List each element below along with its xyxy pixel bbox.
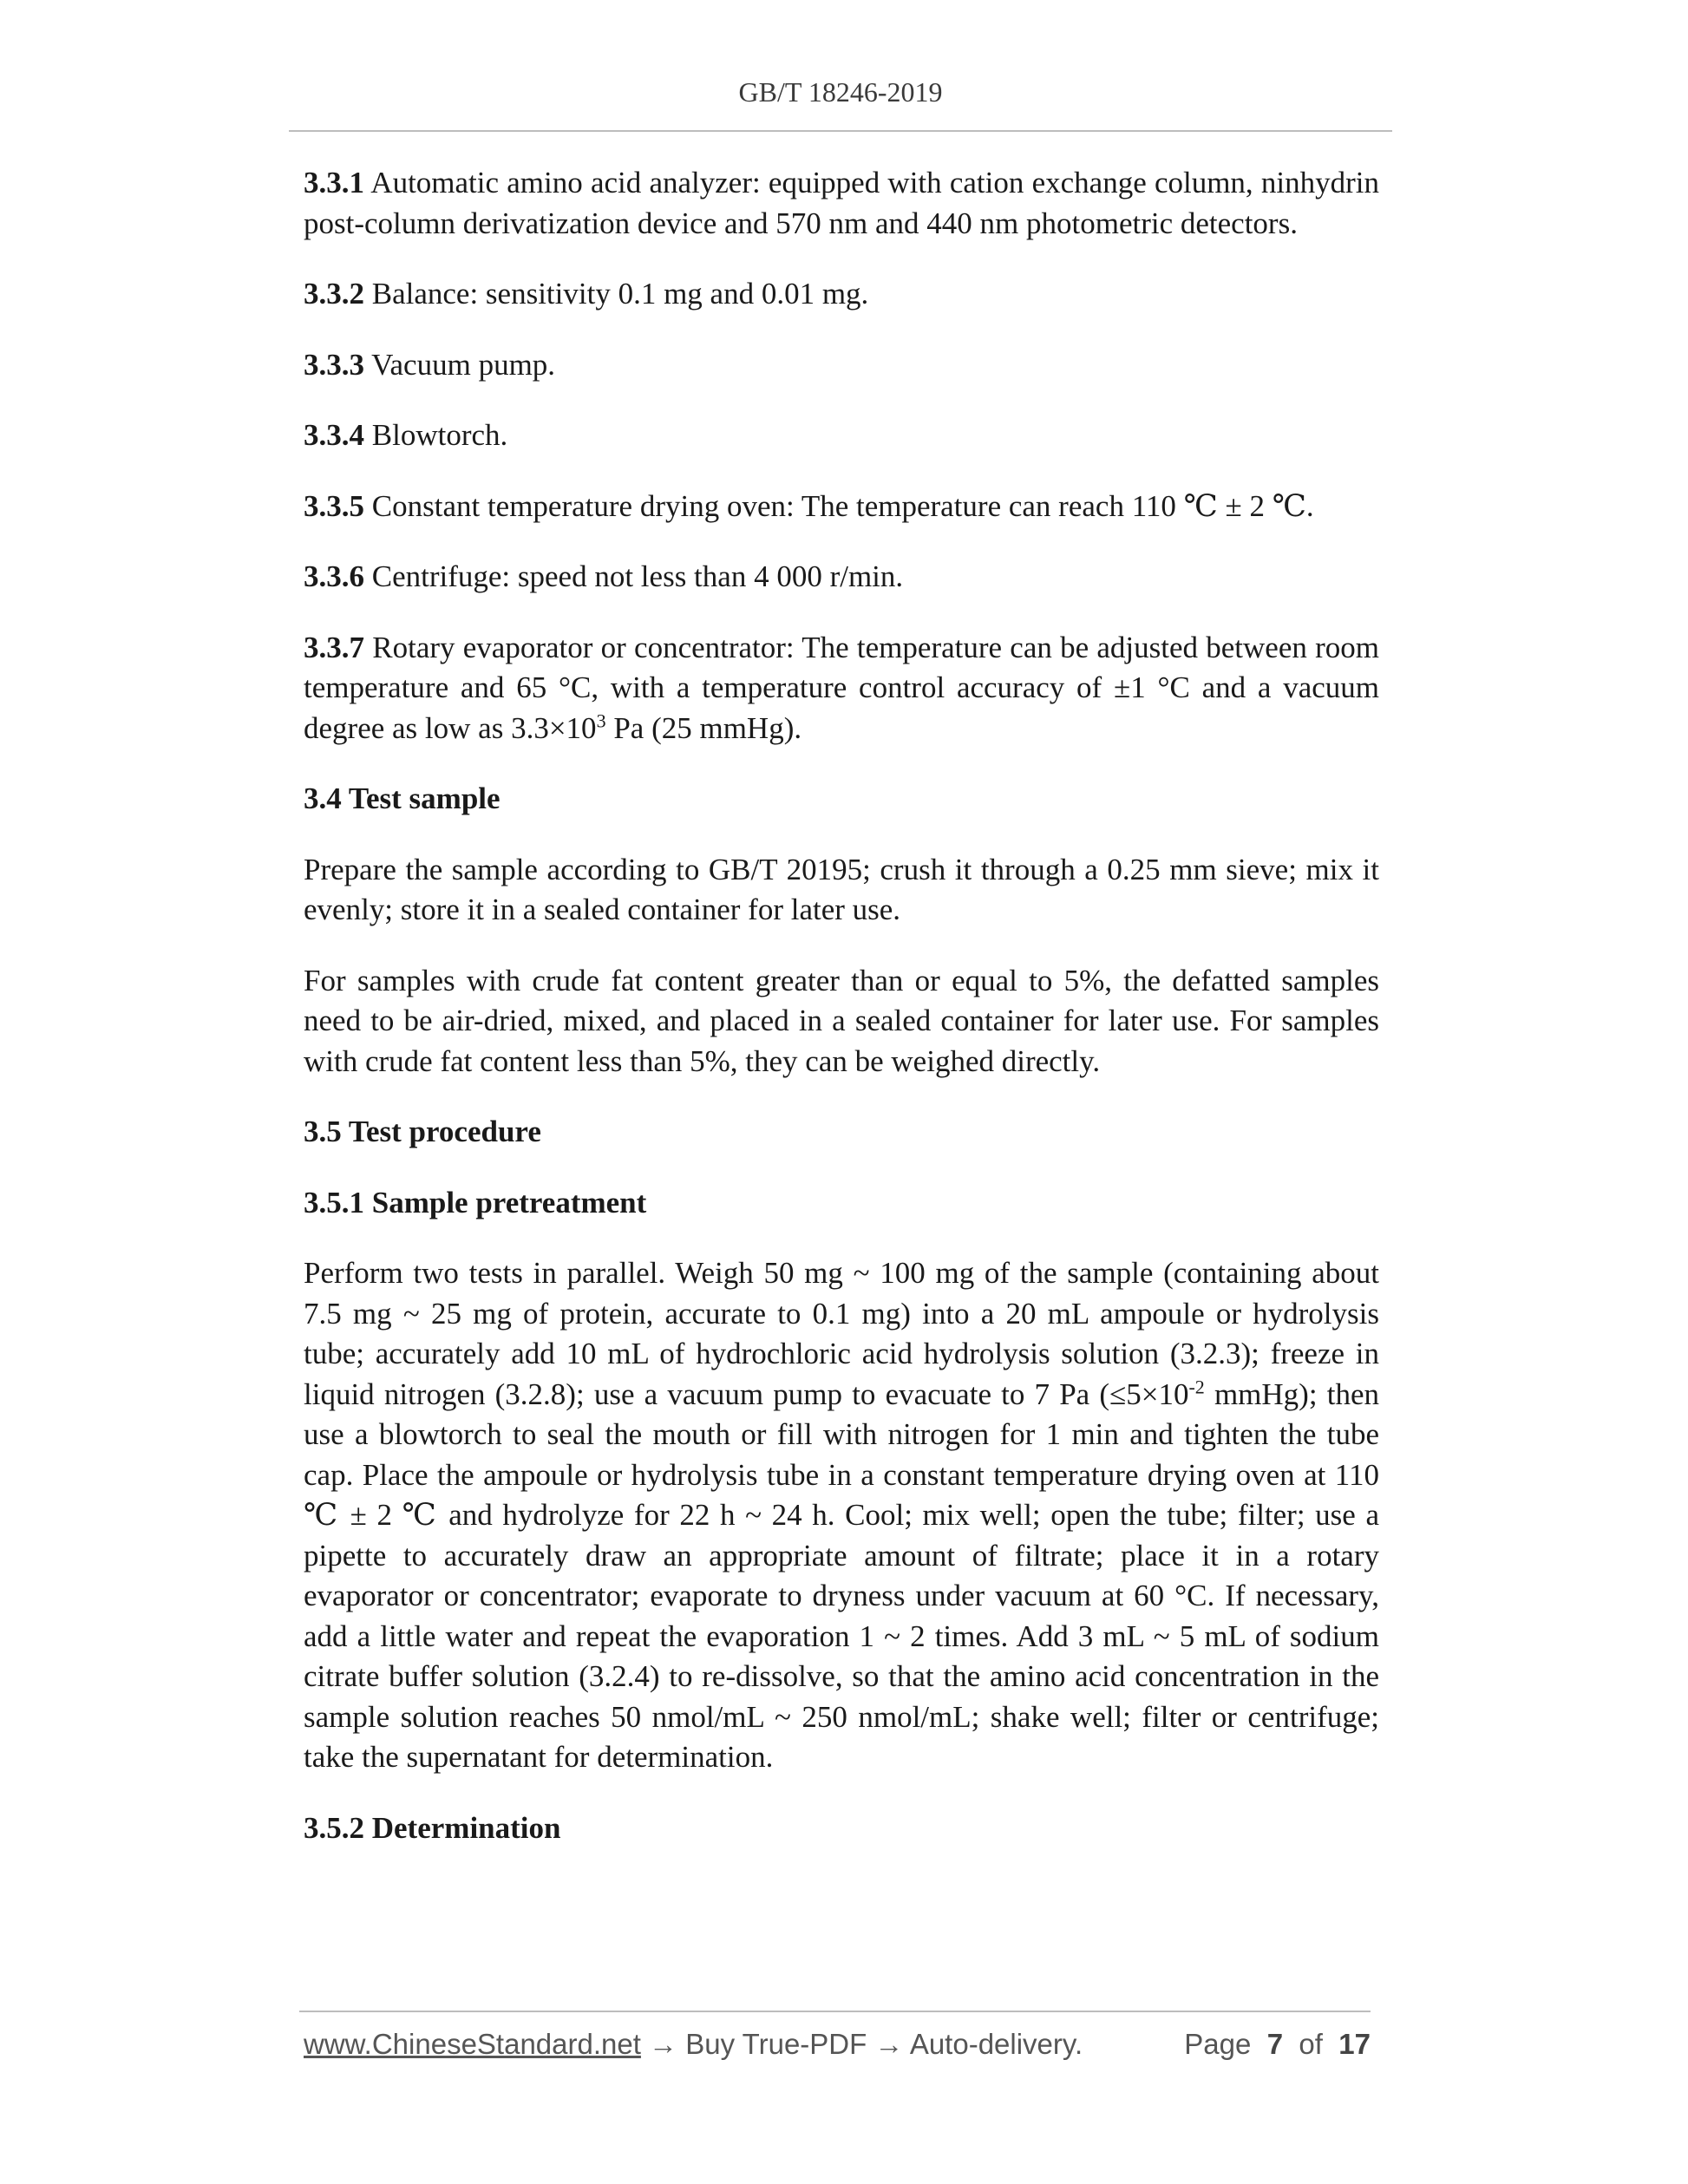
paragraph-pretreatment xyxy=(304,1253,1379,1778)
clause-number: 3.3.6 xyxy=(304,559,364,593)
page-footer xyxy=(304,2028,1371,2071)
clause-3-3-3 xyxy=(304,345,1379,386)
clause-3-3-6 xyxy=(304,557,1379,598)
clause-text: Centrifuge: speed not less than 4 000 r/min. xyxy=(371,559,904,593)
subsection-heading-3-5-2: 3.5.2 Determination xyxy=(304,1810,561,1845)
subsection-heading-3-5-1: 3.5.1 Sample pretreatment xyxy=(304,1185,647,1220)
page-indicator xyxy=(1184,2028,1371,2061)
clause-number: 3.3.1 xyxy=(304,166,364,199)
clause-3-3-5 xyxy=(304,487,1379,527)
clause-3-3-2 xyxy=(304,274,1379,315)
of-label: of xyxy=(1299,2028,1323,2060)
clause-text: Rotary evaporator or concentrator: The temperature can be adjusted between room temperature and 65 °C, with a temperature control accuracy of ±1 °C and a vacuum degree as low as 3.3×10 xyxy=(304,630,1379,745)
clause-number: 3.3.4 xyxy=(304,418,364,452)
pretreatment-text: Perform two tests in parallel. Weigh 50 mg ~ 100 mg of the sample (containing about 7.5 mg ~ 25 mg of protein, accurate to 0.1 mg) into a 20 mL ampoule or hydrolysis tube; accurately add 10 mL of hydrochloric acid hydrolysis solution (3.2.3); freeze in liquid nitrogen (3.2.8); use a vacuum pump to evacuate to 7 Pa (≤5×10 xyxy=(304,1256,1379,1411)
superscript: 3 xyxy=(596,709,606,731)
page-total: 17 xyxy=(1338,2028,1371,2060)
footer-promo-text: → Buy True-PDF → Auto-delivery. xyxy=(640,2028,1083,2060)
paragraph-defatting: For samples with crude fat content greater than or equal to 5%, the defatted samples need to be air-dried, mixed, and placed in a sealed container for later use. For samples with crude fat content less than 5%, they can be weighed directly. xyxy=(304,963,1379,1078)
clause-text: Balance: sensitivity 0.1 mg and 0.01 mg. xyxy=(371,277,869,311)
clause-text: Automatic amino acid analyzer: equipped with cation exchange column, ninhydrin post-column derivatization device and 570 nm and 440 nm photometric detectors. xyxy=(304,166,1379,240)
website-link[interactable]: www.ChineseStandard.net xyxy=(304,2028,641,2060)
clause-3-3-1 xyxy=(304,163,1379,244)
header-divider xyxy=(289,130,1392,132)
superscript: -2 xyxy=(1188,1375,1205,1397)
paragraph-sample-prep: Prepare the sample according to GB/T 20195; crush it through a 0.25 mm sieve; mix it evenly; store it in a sealed container for later use. xyxy=(304,852,1379,926)
page-number: 7 xyxy=(1266,2028,1284,2060)
clause-number: 3.3.7 xyxy=(304,630,364,664)
clause-3-3-4 xyxy=(304,415,1379,456)
pretreatment-text-cont: mmHg); then use a blowtorch to seal the mouth or fill with nitrogen for 1 min and tighten the tube cap. Place the ampoule or hydrolysis tube in a constant temperature drying oven at 110 ℃ ± 2 ℃ and hydrolyze for 22 h ~ 24 h. Cool; mix well; open the tube; filter; use a pipette to accurately draw an appropriate amount of filtrate; place it in a rotary evaporator or concentrator; evaporate to dryness under vacuum at 60 °C. If necessary, add a little water and repeat the evaporation 1 ~ 2 times. Add 3 mL ~ 5 mL of sodium citrate buffer solution (3.2.4) to re-dissolve, so that the amino acid concentration in the sample solution reaches 50 nmol/mL ~ 250 nmol/mL; shake well; filter or centrifuge; take the supernatant for determination. xyxy=(304,1376,1379,1774)
footer-promo xyxy=(304,2028,1083,2061)
section-heading-3-4: 3.4 Test sample xyxy=(304,781,501,815)
document-body xyxy=(304,163,1379,1879)
section-heading-3-5: 3.5 Test procedure xyxy=(304,1115,541,1148)
page-label: Page xyxy=(1184,2028,1252,2060)
clause-number: 3.3.3 xyxy=(304,347,364,382)
page-header: GB/T 18246-2019 xyxy=(738,76,943,108)
clause-number: 3.3.2 xyxy=(304,277,364,311)
clause-number: 3.3.5 xyxy=(304,488,364,523)
clause-text-cont: Pa (25 mmHg). xyxy=(605,710,802,745)
clause-text: Blowtorch. xyxy=(371,418,508,452)
clause-text: Constant temperature drying oven: The temperature can reach 110 ℃ ± 2 ℃. xyxy=(371,488,1314,523)
clause-text: Vacuum pump. xyxy=(371,347,556,382)
footer-divider xyxy=(299,2011,1371,2012)
clause-3-3-7 xyxy=(304,628,1379,749)
